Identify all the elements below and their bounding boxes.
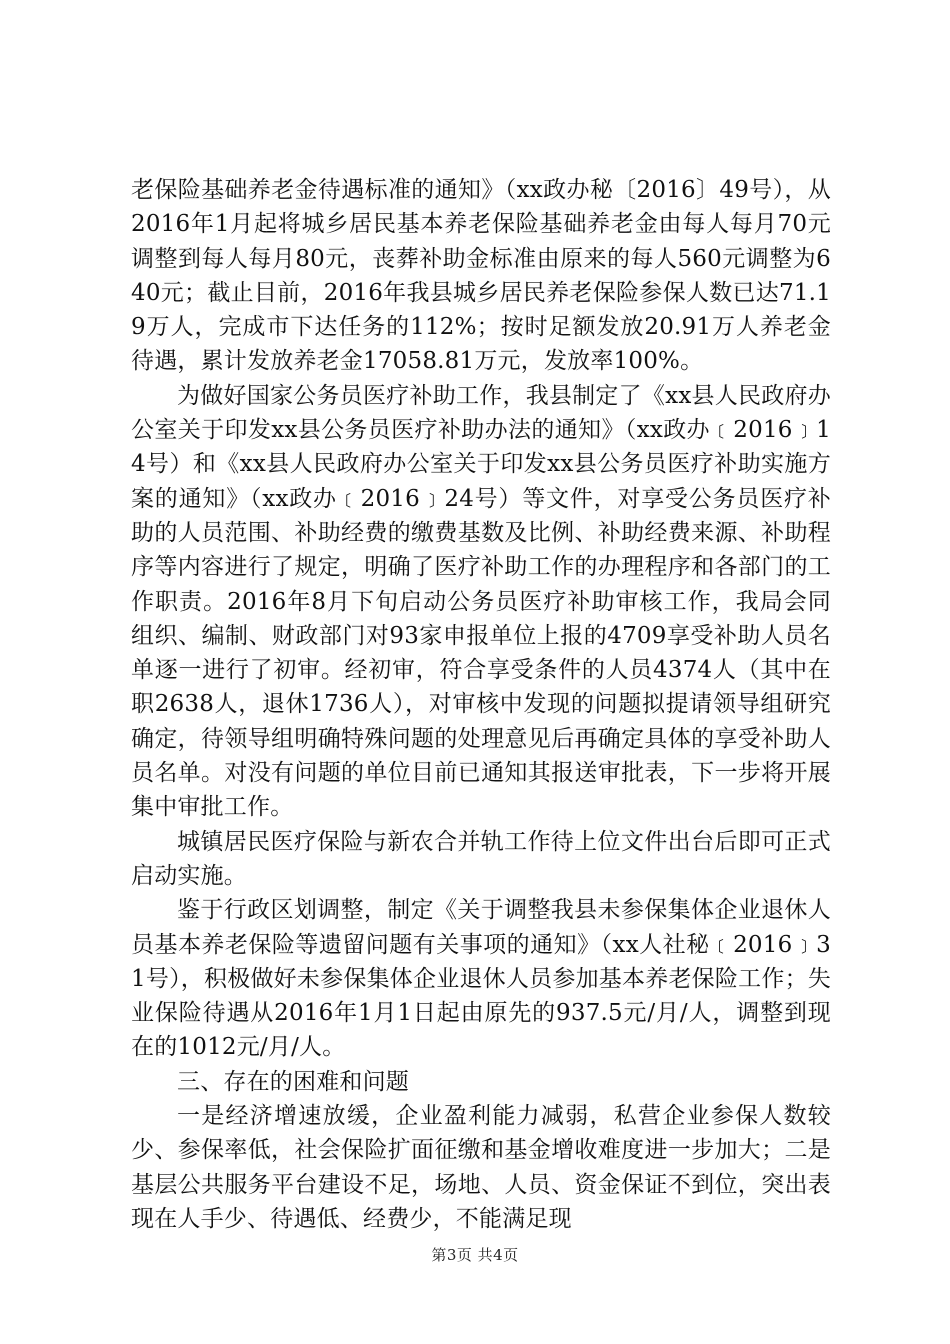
document-body xyxy=(131,173,831,1236)
page-footer: 第3页 共4页 xyxy=(431,1246,519,1264)
paragraph-civil-servant-medical-subsidy: 为做好国家公务员医疗补助工作，我县制定了《xx县人民政府办公室关于印发xx县公务员医疗补助办法的通知》（xx政办﹝2016﹞14号）和《xx县人民政府办公室关于印发xx县公务员医疗补助实施方案的通知》（xx政办﹝2016﹞24号）等文件，对享受公务员医疗补助的人员范围、补助经费的缴费基数及比例、补助经费来源、补助程序等内容进行了规定，明确了医疗补助工作的办理程序和各部门的工作职责。2016年8月下旬启动公务员医疗补助审核工作，我局会同组织、编制、财政部门对93家申报单位上报的4709享受补助人员名单逐一进行了初审。经初审，符合享受条件的人员4374人（其中在职2638人，退休1736人），对审核中发现的问题拟提请领导组研究确定，待领导组明确特殊问题的处理意见后再确定具体的享受补助人员名单。对没有问题的单位目前已通知其报送审批表，下一步将开展集中审批工作。 xyxy=(131,382,831,821)
paragraph-difficulties: 一是经济增速放缓，企业盈利能力减弱，私营企业参保人数较少、参保率低，社会保险扩面征缴和基金增收难度进一步加大；二是基层公共服务平台建设不足，场地、人员、资金保证不到位，突出表现在人手少、待遇低、经费少，不能满足现 xyxy=(131,1103,831,1232)
paragraph-pension-continuation: 老保险基础养老金待遇标准的通知》（xx政办秘〔2016〕49号），从2016年1月起将城乡居民基本养老保险基础养老金由每人每月70元调整到每人每月80元，丧葬补助金标准由原来的每人560元调整为640元；截止目前，2016年我县城乡居民养老保险参保人数已达71.19万人，完成市下达任务的112%；按时足额发放20.91万人养老金待遇，累计发放养老金17058.81万元，发放率100%。 xyxy=(131,177,831,375)
section-heading-difficulties: 三、存在的困难和问题 xyxy=(177,1068,409,1095)
paragraph-resident-medical-insurance: 城镇居民医疗保险与新农合并轨工作待上位文件出台后即可正式启动实施。 xyxy=(131,828,831,889)
paragraph-retiree-pension-adjustment: 鉴于行政区划调整，制定《关于调整我县未参保集体企业退休人员基本养老保险等遗留问题有关事项的通知》（xx人社秘﹝2016﹞31号），积极做好未参保集体企业退休人员参加基本养老保险工作；失业保险待遇从2016年1月1日起由原先的937.5元/月/人，调整到现在的1012元/月/人。 xyxy=(131,897,831,1061)
